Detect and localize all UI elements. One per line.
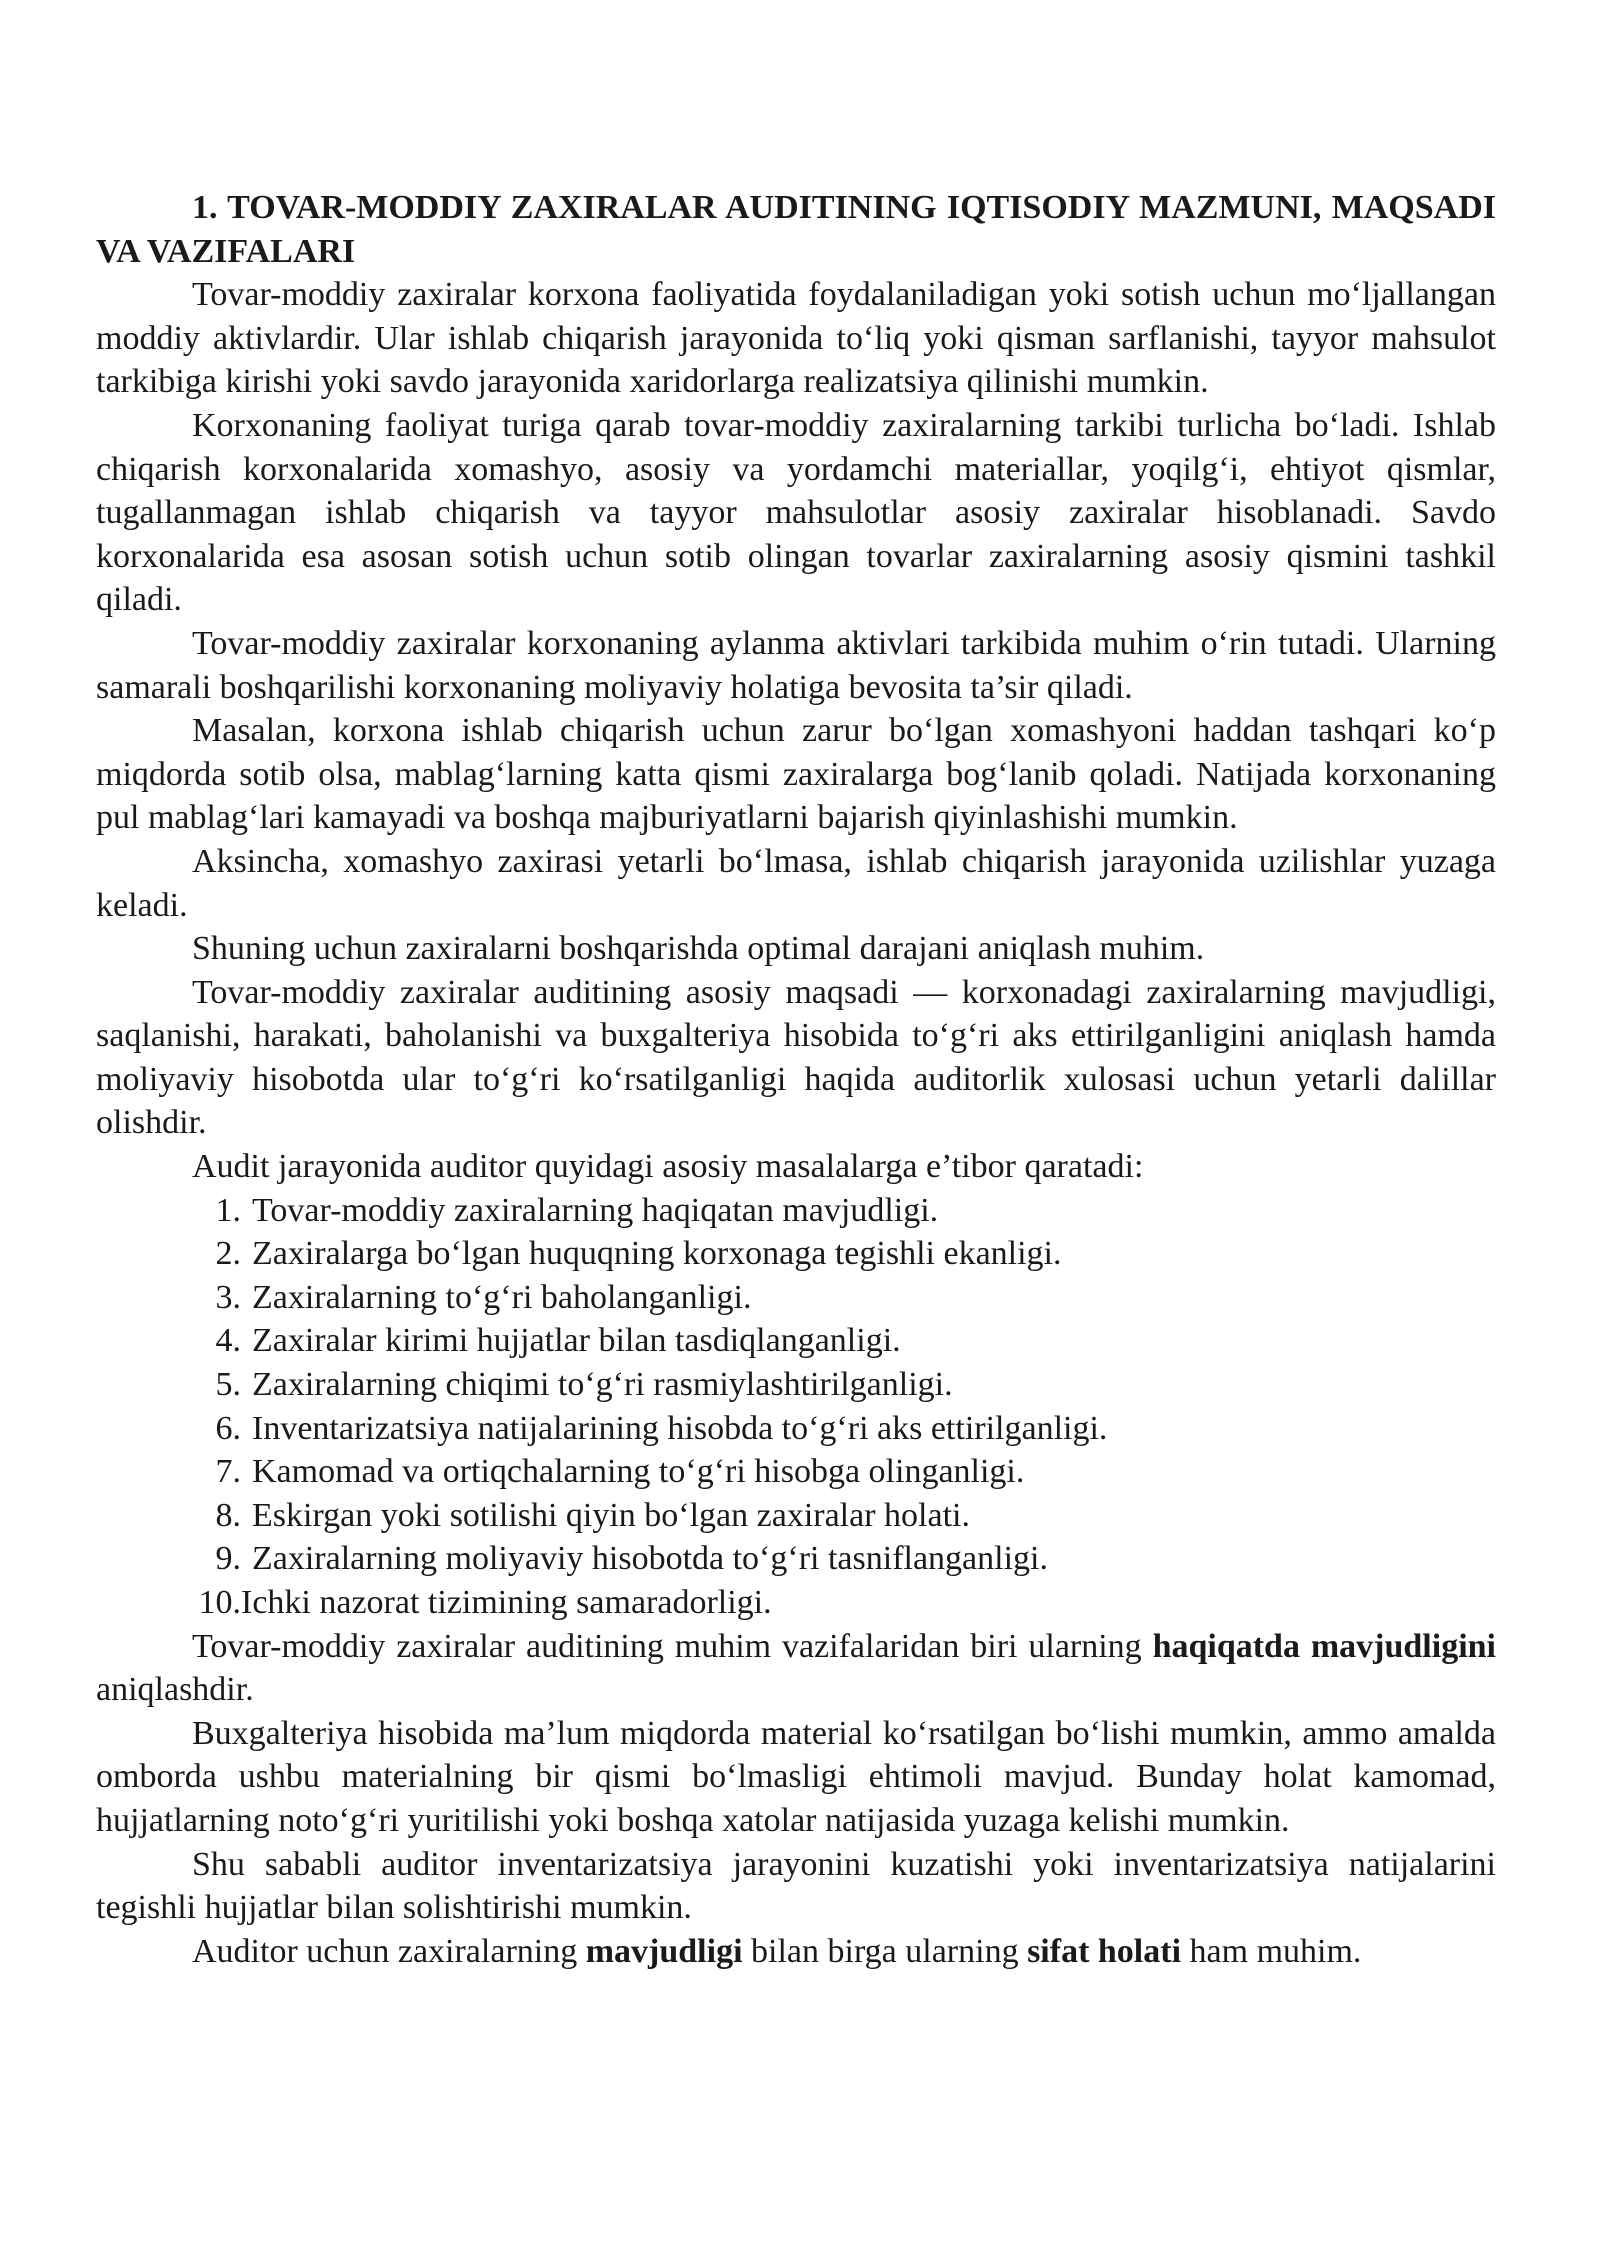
- document-page: [96, 186, 1496, 1973]
- paragraph-quality-text-middle: bilan birga ularning: [742, 1932, 1028, 1970]
- list-item-text: Tovar-moddiy zaxiralarning haqiqatan mavjudligi.: [252, 1191, 939, 1229]
- list-item-number: 1.: [215, 1191, 241, 1229]
- list-item-number: 9.: [215, 1540, 241, 1578]
- paragraph-quality-text-before: Auditor uchun zaxiralarning: [192, 1932, 586, 1970]
- list-item-text: Eskirgan yoki sotilishi qiyin bo‘lgan zaxiralar holati.: [252, 1496, 970, 1534]
- paragraph-quality-text-after: ham muhim.: [1181, 1932, 1362, 1970]
- list-item-number: 4.: [215, 1322, 241, 1360]
- list-item-number: 2.: [215, 1235, 241, 1273]
- list-item-text: Zaxiralarning to‘g‘ri baholanganligi.: [252, 1278, 752, 1316]
- paragraph-audit-goal: Tovar-moddiy zaxiralar auditining asosiy maqsadi — korxonadagi zaxiralarning mavjudligi, saqlanishi, harakati, baholanishi va buxgalteriya hisobida to‘g‘ri aks ettirilganligini aniqlash hamda moliyaviy hisobotda ular to‘g‘ri ko‘rsatilganligi haqida auditorlik xulosasi uchun yetarli dalillar olishdir.: [96, 973, 1496, 1142]
- paragraph-inventory: Shu sababli auditor inventarizatsiya jarayonini kuzatishi yoki inventarizatsiya natijalarini tegishli hujjatlar bilan solishtirishi mumkin.: [96, 1845, 1496, 1927]
- paragraph-optimal: Shuning uchun zaxiralarni boshqarishda optimal darajani aniqlash muhim.: [192, 930, 1205, 968]
- paragraph-existence-text-after: aniqlashdir.: [96, 1671, 254, 1709]
- list-item: [96, 1363, 1496, 1407]
- list-item: [96, 1450, 1496, 1494]
- paragraph-accounting: Buxgalteriya hisobida ma’lum miqdorda material ko‘rsatilgan bo‘lishi mumkin, ammo amalda omborda ushbu materialning bir qismi bo‘lmasligi ehtimoli mavjud. Bunday holat kamomad, hujjatlarning noto‘g‘ri yuritilishi yoki boshqa xatolar natijasida yuzaga kelishi mumkin.: [96, 1714, 1496, 1839]
- list-item-text: Zaxiralarga bo‘lgan huquqning korxonaga tegishli ekanligi.: [252, 1235, 1062, 1273]
- list-item-number: 7.: [215, 1453, 241, 1491]
- paragraph-existence-bold: haqiqatda mavjudligini: [1152, 1627, 1497, 1665]
- list-item: [96, 1494, 1496, 1538]
- paragraph-audit-issues-intro: Audit jarayonida auditor quyidagi asosiy masalalarga e’tibor qaratadi:: [192, 1148, 1144, 1186]
- section-heading: 1. TOVAR-MODDIY ZAXIRALAR AUDITINING IQTISODIY MAZMUNI, MAQSADI VA VAZIFALARI: [96, 189, 1496, 270]
- list-item-text: Ichki nazorat tizimining samaradorligi.: [241, 1584, 772, 1621]
- audit-issues-list: [96, 1189, 1496, 1625]
- paragraph-quality-bold-quality: sifat holati: [1027, 1932, 1182, 1970]
- paragraph-quality: [96, 1930, 1496, 1974]
- list-item: [96, 1189, 1496, 1233]
- paragraph-definition: Tovar-moddiy zaxiralar korxona faoliyatida foydalaniladigan yoki sotish uchun mo‘ljallangan moddiy aktivlardir. Ular ishlab chiqarish jarayonida to‘liq yoki qisman sarflanishi, tayyor mahsulot tarkibiga kirishi yoki savdo jarayonida xaridorlarga realizatsiya qilinishi mumkin.: [96, 276, 1496, 401]
- list-item: [96, 1581, 1496, 1625]
- list-item: [96, 1537, 1496, 1581]
- paragraph-composition: Korxonaning faoliyat turiga qarab tovar-moddiy zaxiralarning tarkibi turlicha bo‘ladi. Ishlab chiqarish korxonalarida xomashyo, asosiy va yordamchi materiallar, yoqilg‘i, ehtiyot qismlar, tugallanmagan ishlab chiqarish va tayyor mahsulotlar asosiy zaxiralar hisoblanadi. Savdo korxonalarida esa asosan sotish uchun sotib olingan tovarlar zaxiralarning asosiy qismini tashkil qiladi.: [96, 406, 1496, 619]
- list-item-text: Zaxiralarning chiqimi to‘g‘ri rasmiylashtirilganligi.: [252, 1366, 953, 1404]
- list-item-text: Zaxiralar kirimi hujjatlar bilan tasdiqlanganligi.: [252, 1322, 901, 1360]
- list-item-number: 10.: [198, 1584, 241, 1621]
- list-item-text: Zaxiralarning moliyaviy hisobotda to‘g‘ri tasniflanganligi.: [252, 1540, 1048, 1578]
- paragraph-quality-bold-existence: mavjudligi: [585, 1932, 743, 1970]
- list-item-number: 6.: [215, 1409, 241, 1447]
- list-item-text: Inventarizatsiya natijalarining hisobda to‘g‘ri aks ettirilganligi.: [252, 1409, 1108, 1447]
- list-item-text: Kamomad va ortiqchalarning to‘g‘ri hisobga olinganligi.: [252, 1453, 1025, 1491]
- list-item-number: 3.: [215, 1278, 241, 1316]
- paragraph-example: Masalan, korxona ishlab chiqarish uchun zarur bo‘lgan xomashyoni haddan tashqari ko‘p miqdorda sotib olsa, mablag‘larning katta qismi zaxiralarga bog‘lanib qoladi. Natijada korxonaning pul mablag‘lari kamayadi va boshqa majburiyatlarni bajarish qiyinlashishi mumkin.: [96, 712, 1496, 837]
- list-item: [96, 1232, 1496, 1276]
- paragraph-existence: [96, 1625, 1496, 1712]
- list-item: [96, 1276, 1496, 1320]
- paragraph-shortage: Aksincha, xomashyo zaxirasi yetarli bo‘lmasa, ishlab chiqarish jarayonida uzilishlar yuzaga keladi.: [96, 842, 1496, 924]
- list-item: [96, 1319, 1496, 1363]
- list-item: [96, 1407, 1496, 1451]
- paragraph-existence-text-before: Tovar-moddiy zaxiralar auditining muhim vazifalaridan biri ularning: [192, 1627, 1153, 1665]
- list-item-number: 5.: [215, 1366, 241, 1404]
- paragraph-current-assets: Tovar-moddiy zaxiralar korxonaning aylanma aktivlari tarkibida muhim o‘rin tutadi. Ularning samarali boshqarilishi korxonaning moliyaviy holatiga bevosita ta’sir qiladi.: [96, 624, 1496, 706]
- list-item-number: 8.: [215, 1496, 241, 1534]
